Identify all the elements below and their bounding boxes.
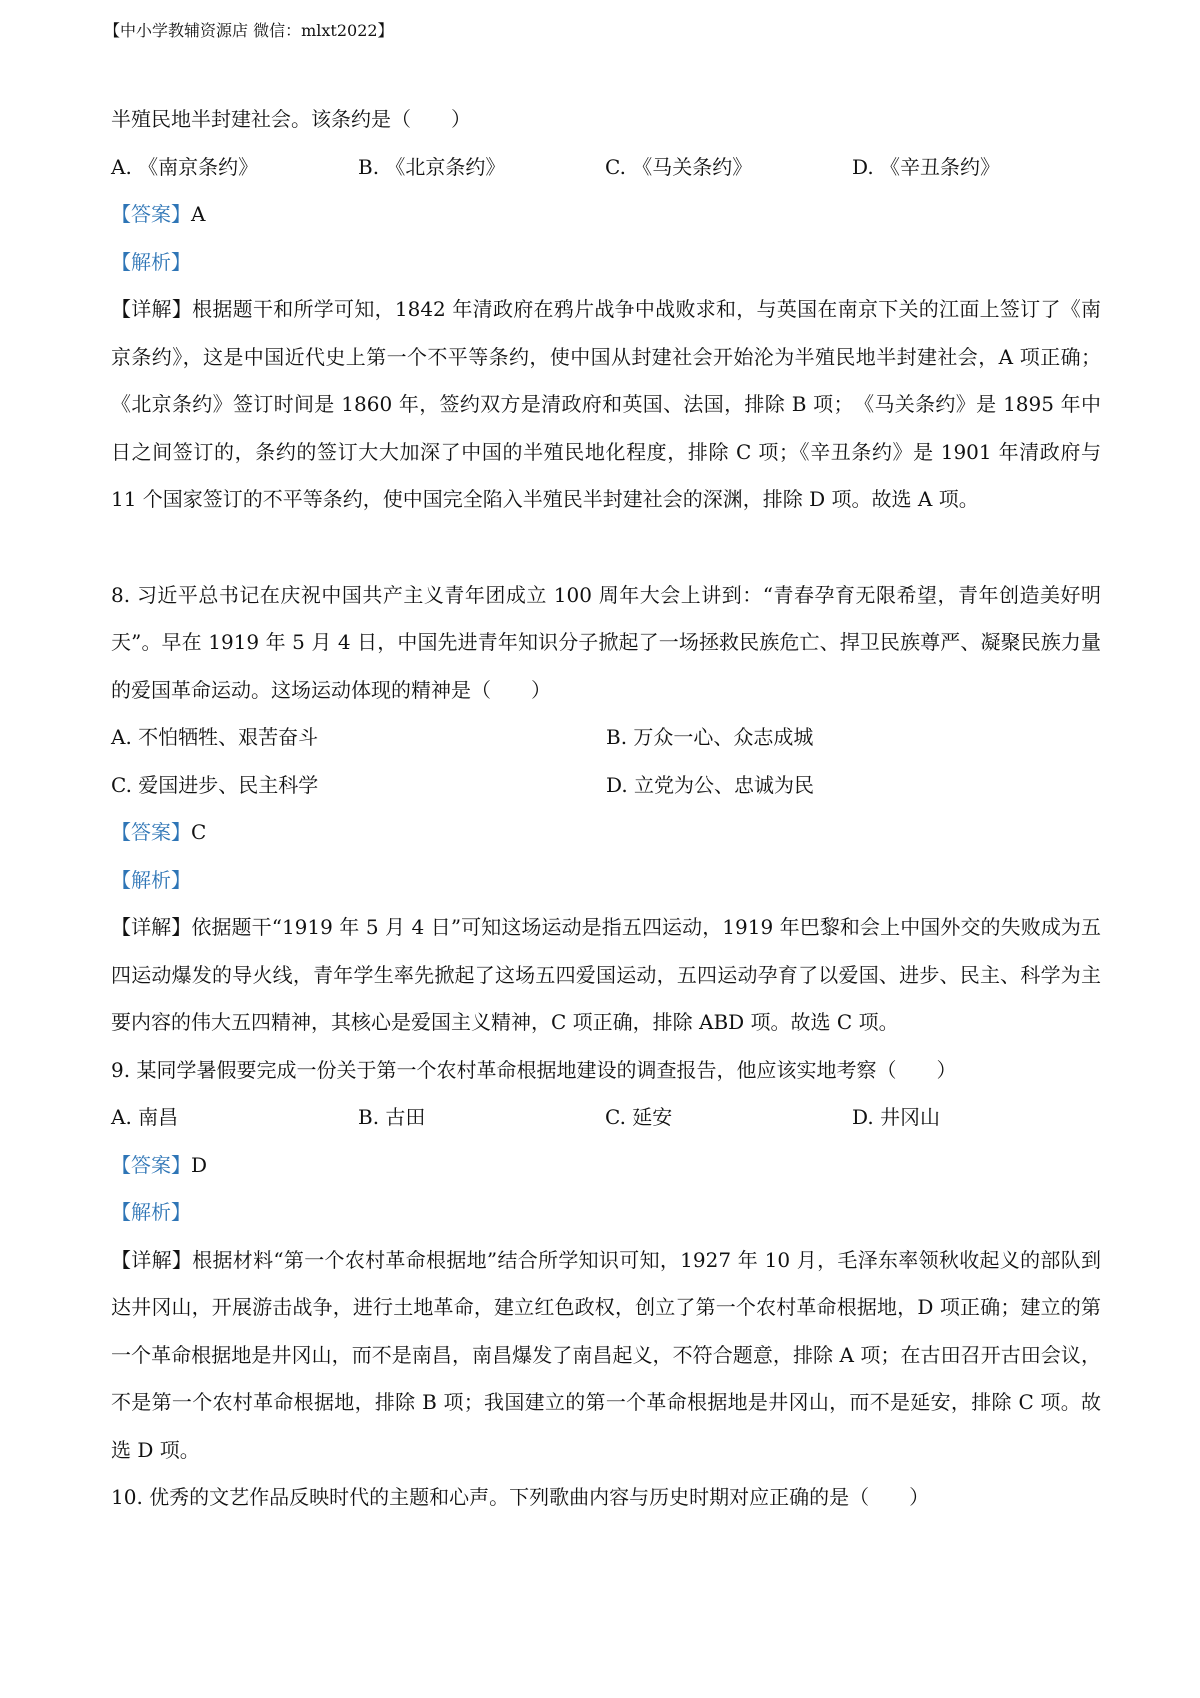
q9-analysis <box>111 1189 1101 1237</box>
q8-options-row2 <box>111 762 1101 810</box>
detail-tag: 【详解】 <box>111 297 193 321</box>
q8-options-row1 <box>111 714 1101 762</box>
q8-detail <box>111 904 1101 1047</box>
detail-tag: 【详解】 <box>111 1247 193 1272</box>
q7-option-a: A. 《南京条约》 <box>111 154 259 179</box>
q9-detail <box>111 1237 1101 1475</box>
q9-stem: 9. 某同学暑假要完成一份关于第一个农村革命根据地建设的调查报告，他应该实地考察（ ） <box>111 1057 957 1082</box>
answer-tag: 【答案】 <box>111 820 191 844</box>
header-watermark: 【中小学教辅资源店 微信：mlxt2022】 <box>104 21 394 40</box>
answer-value: D <box>191 1152 208 1177</box>
q8-analysis <box>111 857 1101 905</box>
analysis-tag: 【解析】 <box>111 867 191 892</box>
q9-option-d: D. 井冈山 <box>852 1105 941 1129</box>
answer-tag: 【答案】 <box>111 1152 191 1177</box>
q7-stem-tail: 半殖民地半封建社会。该条约是（ ） <box>111 107 471 131</box>
document-body <box>111 96 1101 1522</box>
q9-option-b: B. 古田 <box>358 1105 426 1129</box>
q7-option-b: B. 《北京条约》 <box>358 154 506 179</box>
analysis-tag: 【解析】 <box>111 1200 191 1224</box>
detail-text: 依据题干“1919 年 5 月 4 日”可知这场运动是指五四运动，1919 年巴黎和会上中国外交的失败成为五四运动爆发的导火线，青年学生率先掀起了这场五四爱国运动，五四运动孕育了以爱国、进步、民主、科学为主要内容的伟大五四精神，其核心是爱国主义精神，C 项正确，排除 ABD 项。故选 C 项。 <box>111 915 1102 1034</box>
q9-answer <box>111 1142 1101 1190</box>
answer-tag: 【答案】 <box>111 202 191 226</box>
q7-detail <box>111 286 1101 524</box>
q7-answer <box>111 191 1101 239</box>
q9-option-a: A. 南昌 <box>111 1105 179 1129</box>
q7-option-d: D. 《辛丑条约》 <box>852 154 1001 179</box>
answer-value: A <box>191 202 206 226</box>
detail-tag: 【详解】 <box>111 915 192 939</box>
q8-option-b: B. 万众一心、众志成城 <box>606 725 814 749</box>
answer-value: C <box>191 820 207 844</box>
q10-stem: 10. 优秀的文艺作品反映时代的主题和心声。下列歌曲内容与历史时期对应正确的是（ ） <box>111 1485 930 1509</box>
q7-options <box>111 144 1101 192</box>
detail-text: 根据题干和所学可知，1842 年清政府在鸦片战争中战败求和，与英国在南京下关的江面上签订了《南京条约》，这是中国近代史上第一个不平等条约，使中国从封建社会开始沦为半殖民地半封建社会，A 项正确；《北京条约》签订时间是 1860 年，签约双方是清政府和英国、法国，排除 B 项； 《马关条约》是 1895 年中日之间签订的，条约的签订大大加深了中国的半殖民地化程度，排除 C 项；《辛丑条约》是 1901 年清政府与 11 个国家签订的不平等条约，使中国完全陷入半殖民半封建社会的深渊，排除 D 项。故选 A 项。 <box>111 297 1101 511</box>
q9-option-c: C. 延安 <box>605 1105 673 1129</box>
q9-options <box>111 1094 1101 1142</box>
analysis-tag: 【解析】 <box>111 249 191 274</box>
q8-stem: 8. 习近平总书记在庆祝中国共产主义青年团成立 100 周年大会上讲到：“青春孕育无限希望，青年创造美好明天”。早在 1919 年 5 月 4 日，中国先进青年知识分子掀起了一场拯救民族危亡、捍卫民族尊严、凝聚民族力量的爱国革命运动。这场运动体现的精神是（ ） <box>111 582 1101 702</box>
detail-text: 根据材料“第一个农村革命根据地”结合所学知识可知，1927 年 10 月，毛泽东率领秋收起义的部队到达井冈山，开展游击战争，进行土地革命，建立红色政权，创立了第一个农村革命根据地，D 项正确；建立的第一个革命根据地是井冈山，而不是南昌，南昌爆发了南昌起义，不符合题意，排除 A 项；在古田召开古田会议，不是第一个农村革命根据地，排除 B 项；我国建立的第一个革命根据地是井冈山，而不是延安，排除 C 项。故选 D 项。 <box>111 1247 1101 1462</box>
q8-option-d: D. 立党为公、忠诚为民 <box>606 772 815 797</box>
q7-analysis <box>111 239 1101 287</box>
q8-option-c: C. 爱国进步、民主科学 <box>111 772 319 797</box>
q8-answer <box>111 809 1101 857</box>
q8-option-a: A. 不怕牺牲、艰苦奋斗 <box>111 725 319 749</box>
q7-option-c: C. 《马关条约》 <box>605 154 753 179</box>
